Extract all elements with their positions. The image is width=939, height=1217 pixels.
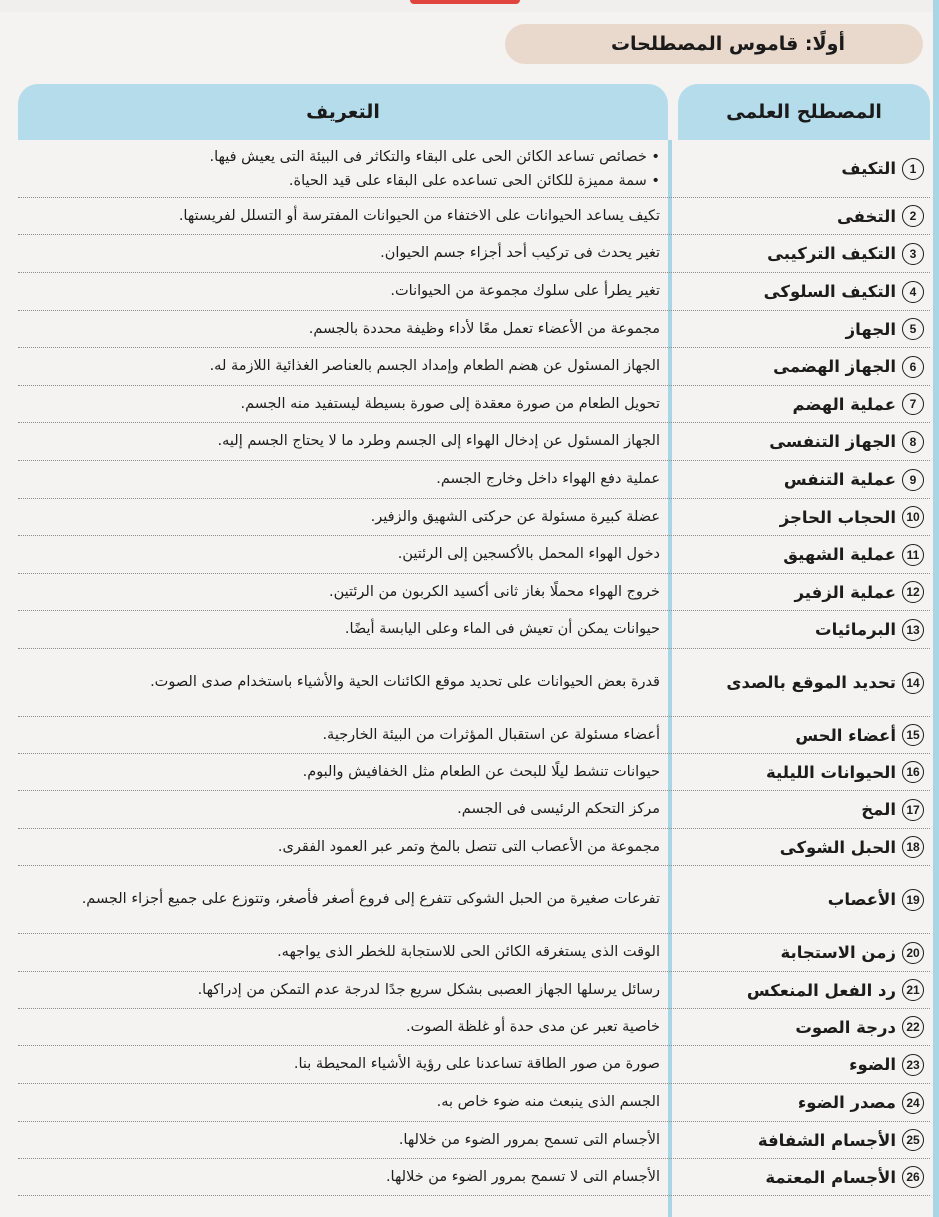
term-label: عملية الشهيق bbox=[783, 545, 896, 564]
table-row bbox=[18, 972, 930, 1009]
circled-number-icon: 7 bbox=[902, 393, 924, 415]
definition-text: خاصية تعبر عن مدى حدة أو غلظة الصوت. bbox=[406, 1018, 660, 1035]
circled-number-icon: 17 bbox=[902, 799, 924, 821]
circled-number-icon: 2 bbox=[902, 205, 924, 227]
definition-text: سمة مميزة للكائن الحى تساعده على البقاء على قيد الحياة. bbox=[288, 172, 647, 189]
circled-number-icon: 23 bbox=[902, 1054, 924, 1076]
term-label: التخفى bbox=[836, 206, 896, 226]
table-row bbox=[18, 536, 930, 574]
header-term: المصطلح العلمى bbox=[678, 84, 930, 140]
definition-text: الوقت الذى يستغرقه الكائن الحى للاستجابة للخطر الذى يواجهه. bbox=[277, 944, 660, 960]
definition-cell bbox=[18, 1160, 668, 1195]
table-row bbox=[18, 611, 930, 649]
definition-list bbox=[28, 145, 660, 193]
term-label: عملية الهضم bbox=[792, 394, 896, 414]
definition-bullet bbox=[28, 169, 660, 193]
table-row bbox=[18, 273, 930, 311]
definition-cell bbox=[18, 830, 668, 865]
definition-text: صورة من صور الطاقة تساعدنا على رؤية الأشياء المحيطة بنا. bbox=[293, 1056, 660, 1072]
definition-text: تحويل الطعام من صورة معقدة إلى صورة بسيطة ليستفيد منه الجسم. bbox=[240, 395, 660, 412]
glossary-table bbox=[18, 84, 930, 1196]
term-label: زمن الاستجابة bbox=[780, 943, 896, 962]
circled-number-icon: 25 bbox=[902, 1129, 924, 1151]
term-cell bbox=[678, 318, 930, 340]
circled-number-icon: 22 bbox=[902, 1016, 924, 1038]
circled-number-icon: 13 bbox=[902, 619, 924, 641]
definition-text: دخول الهواء المحمل بالأكسجين إلى الرئتين. bbox=[397, 546, 660, 562]
term-label: الأعصاب bbox=[827, 890, 896, 909]
circled-number-icon: 15 bbox=[902, 724, 924, 746]
definition-text: الجهاز المسئول عن هضم الطعام وإمداد الجسم بالعناصر الغذائية اللازمة له. bbox=[209, 358, 660, 374]
definition-cell bbox=[18, 575, 668, 610]
definition-cell bbox=[18, 792, 668, 827]
table-row bbox=[18, 649, 930, 717]
table-row bbox=[18, 791, 930, 829]
term-label: الضوء bbox=[849, 1055, 896, 1074]
table-row bbox=[18, 754, 930, 791]
table-row bbox=[18, 461, 930, 499]
definition-text: مجموعة من الأعصاب التى تتصل بالمخ وتمر عبر العمود الفقرى. bbox=[277, 838, 660, 855]
term-label: درجة الصوت bbox=[795, 1017, 896, 1037]
definition-cell bbox=[18, 1047, 668, 1082]
term-label: عملية التنفس bbox=[783, 470, 896, 489]
definition-cell bbox=[18, 387, 668, 422]
table-row bbox=[18, 934, 930, 972]
definition-cell bbox=[18, 236, 668, 271]
definition-text: قدرة بعض الحيوانات على تحديد موقع الكائنات الحية والأشياء باستخدام صدى الصوت. bbox=[150, 674, 660, 690]
circled-number-icon: 21 bbox=[902, 979, 924, 1001]
definition-text: حيوانات تنشط ليلًا للبحث عن الطعام مثل الخفافيش والبوم. bbox=[302, 763, 660, 780]
definition-cell bbox=[18, 349, 668, 384]
definition-cell bbox=[18, 1010, 668, 1045]
table-row bbox=[18, 829, 930, 866]
term-cell bbox=[678, 889, 930, 911]
term-cell bbox=[678, 1054, 930, 1076]
definition-cell bbox=[18, 1085, 668, 1120]
circled-number-icon: 10 bbox=[902, 506, 924, 528]
circled-number-icon: 9 bbox=[902, 469, 924, 491]
term-label: أعضاء الحس bbox=[795, 725, 896, 745]
circled-number-icon: 18 bbox=[902, 836, 924, 858]
term-cell bbox=[678, 205, 930, 227]
table-row bbox=[18, 1122, 930, 1159]
table-row bbox=[18, 423, 930, 461]
definition-text: الجسم الذى ينبعث منه ضوء خاص به. bbox=[436, 1094, 660, 1110]
term-cell bbox=[678, 619, 930, 641]
term-cell bbox=[678, 431, 930, 453]
term-cell bbox=[678, 469, 930, 491]
term-label: الحبل الشوكى bbox=[779, 837, 896, 857]
term-cell bbox=[678, 672, 930, 694]
circled-number-icon: 16 bbox=[902, 761, 924, 783]
term-label: الأجسام الشفافة bbox=[757, 1130, 896, 1150]
term-label: الجهاز الهضمى bbox=[773, 357, 896, 376]
circled-number-icon: 11 bbox=[902, 544, 924, 566]
page-edge-stripe bbox=[933, 0, 939, 1217]
definition-text: عملية دفع الهواء داخل وخارج الجسم. bbox=[436, 471, 660, 487]
term-cell bbox=[678, 281, 930, 303]
definition-cell bbox=[18, 274, 668, 309]
term-cell bbox=[678, 1166, 930, 1188]
definition-cell bbox=[18, 500, 668, 535]
term-label: البرمائيات bbox=[815, 620, 896, 639]
definition-text: مجموعة من الأعضاء تعمل معًا لأداء وظيفة محددة بالجسم. bbox=[308, 320, 660, 337]
term-label: مصدر الضوء bbox=[797, 1093, 896, 1112]
definition-cell bbox=[18, 462, 668, 497]
term-cell bbox=[678, 1129, 930, 1151]
term-cell bbox=[678, 1016, 930, 1038]
definition-text: الأجسام التى تسمح بمرور الضوء من خلالها. bbox=[398, 1131, 660, 1148]
circled-number-icon: 3 bbox=[902, 243, 924, 265]
circled-number-icon: 5 bbox=[902, 318, 924, 340]
term-cell bbox=[678, 761, 930, 783]
term-cell bbox=[678, 979, 930, 1001]
top-red-tab bbox=[410, 0, 520, 4]
table-row bbox=[18, 386, 930, 423]
definition-text: خصائص تساعد الكائن الحى على البقاء والتكاثر فى البيئة التى يعيش فيها. bbox=[209, 148, 647, 165]
circled-number-icon: 1 bbox=[902, 158, 924, 180]
definition-text: خروج الهواء محملًا بغاز ثانى أكسيد الكربون من الرئتين. bbox=[328, 583, 660, 600]
circled-number-icon: 6 bbox=[902, 356, 924, 378]
definition-cell bbox=[18, 312, 668, 347]
circled-number-icon: 20 bbox=[902, 942, 924, 964]
definition-text: حيوانات يمكن أن تعيش فى الماء وعلى اليابسة أيضًا. bbox=[344, 621, 660, 637]
term-cell bbox=[678, 1092, 930, 1114]
definition-text: الأجسام التى لا تسمح بمرور الضوء من خلالها. bbox=[385, 1168, 660, 1185]
term-cell bbox=[678, 836, 930, 858]
table-row bbox=[18, 574, 930, 611]
term-cell bbox=[678, 506, 930, 528]
term-label: الجهاز التنفسى bbox=[769, 432, 896, 451]
circled-number-icon: 4 bbox=[902, 281, 924, 303]
definition-text: تكيف يساعد الحيوانات على الاختفاء من الحيوانات المفترسة أو التسلل لفريستها. bbox=[178, 207, 660, 224]
table-row bbox=[18, 717, 930, 754]
term-label: الحيوانات الليلية bbox=[766, 762, 896, 782]
table-row bbox=[18, 866, 930, 934]
term-label: المخ bbox=[861, 800, 896, 819]
term-label: التكيف السلوكى bbox=[763, 282, 896, 301]
circled-number-icon: 24 bbox=[902, 1092, 924, 1114]
definition-cell bbox=[18, 882, 668, 917]
definition-bullet bbox=[28, 145, 660, 169]
table-row bbox=[18, 1009, 930, 1046]
term-label: الجهاز bbox=[845, 319, 896, 339]
table-row bbox=[18, 140, 930, 198]
definition-text: رسائل يرسلها الجهاز العصبى بشكل سريع جدًا لدرجة عدم التمكن من إدراكها. bbox=[197, 981, 660, 998]
header-definition: التعريف bbox=[18, 84, 668, 140]
table-row bbox=[18, 235, 930, 273]
term-cell bbox=[678, 158, 930, 180]
definition-text: عضلة كبيرة مسئولة عن حركتى الشهيق والزفير. bbox=[370, 508, 660, 525]
circled-number-icon: 19 bbox=[902, 889, 924, 911]
definition-cell bbox=[18, 665, 668, 700]
term-label: رد الفعل المنعكس bbox=[746, 980, 896, 1000]
definition-cell bbox=[18, 1123, 668, 1158]
definition-cell bbox=[18, 935, 668, 970]
term-label: الأجسام المعتمة bbox=[765, 1167, 896, 1187]
term-cell bbox=[678, 544, 930, 566]
definition-text: مركز التحكم الرئيسى فى الجسم. bbox=[457, 801, 660, 817]
definition-text: تغير يحدث فى تركيب أحد أجزاء جسم الحيوان. bbox=[380, 245, 660, 261]
term-cell bbox=[678, 393, 930, 415]
term-label: التكيف bbox=[841, 159, 896, 178]
term-label: تحديد الموقع بالصدى bbox=[726, 673, 896, 692]
definition-text: أعضاء مسئولة عن استقبال المؤثرات من البيئة الخارجية. bbox=[322, 726, 660, 743]
definition-cell bbox=[18, 537, 668, 572]
circled-number-icon: 26 bbox=[902, 1166, 924, 1188]
definition-cell bbox=[18, 718, 668, 753]
term-cell bbox=[678, 799, 930, 821]
definition-cell bbox=[18, 755, 668, 790]
definition-cell bbox=[18, 199, 668, 234]
term-cell bbox=[678, 942, 930, 964]
circled-number-icon: 8 bbox=[902, 431, 924, 453]
term-label: التكيف التركيبى bbox=[767, 244, 896, 263]
table-row bbox=[18, 1159, 930, 1196]
definition-text: تغير يطرأ على سلوك مجموعة من الحيوانات. bbox=[390, 283, 660, 299]
circled-number-icon: 14 bbox=[902, 672, 924, 694]
term-cell bbox=[678, 581, 930, 603]
table-row bbox=[18, 348, 930, 386]
term-cell bbox=[678, 356, 930, 378]
definition-cell bbox=[18, 973, 668, 1008]
definition-cell bbox=[18, 424, 668, 459]
table-header bbox=[18, 84, 930, 140]
definition-text: تفرعات صغيرة من الحبل الشوكى تتفرع إلى فروع أصغر فأصغر، وتتوزع على جميع أجزاء الجسم. bbox=[81, 891, 660, 907]
table-row bbox=[18, 198, 930, 235]
circled-number-icon: 12 bbox=[902, 581, 924, 603]
definition-cell bbox=[18, 141, 668, 197]
table-row bbox=[18, 1084, 930, 1122]
term-label: الحجاب الحاجز bbox=[779, 507, 896, 527]
table-row bbox=[18, 311, 930, 348]
term-cell bbox=[678, 243, 930, 265]
definition-text: الجهاز المسئول عن إدخال الهواء إلى الجسم وطرد ما لا يحتاج الجسم إليه. bbox=[217, 433, 660, 449]
term-cell bbox=[678, 724, 930, 746]
section-title: أولًا: قاموس المصطلحات bbox=[505, 24, 923, 64]
term-label: عملية الزفير bbox=[794, 582, 896, 602]
table-body bbox=[18, 140, 930, 1196]
definition-cell bbox=[18, 612, 668, 647]
table-row bbox=[18, 499, 930, 536]
table-row bbox=[18, 1046, 930, 1084]
